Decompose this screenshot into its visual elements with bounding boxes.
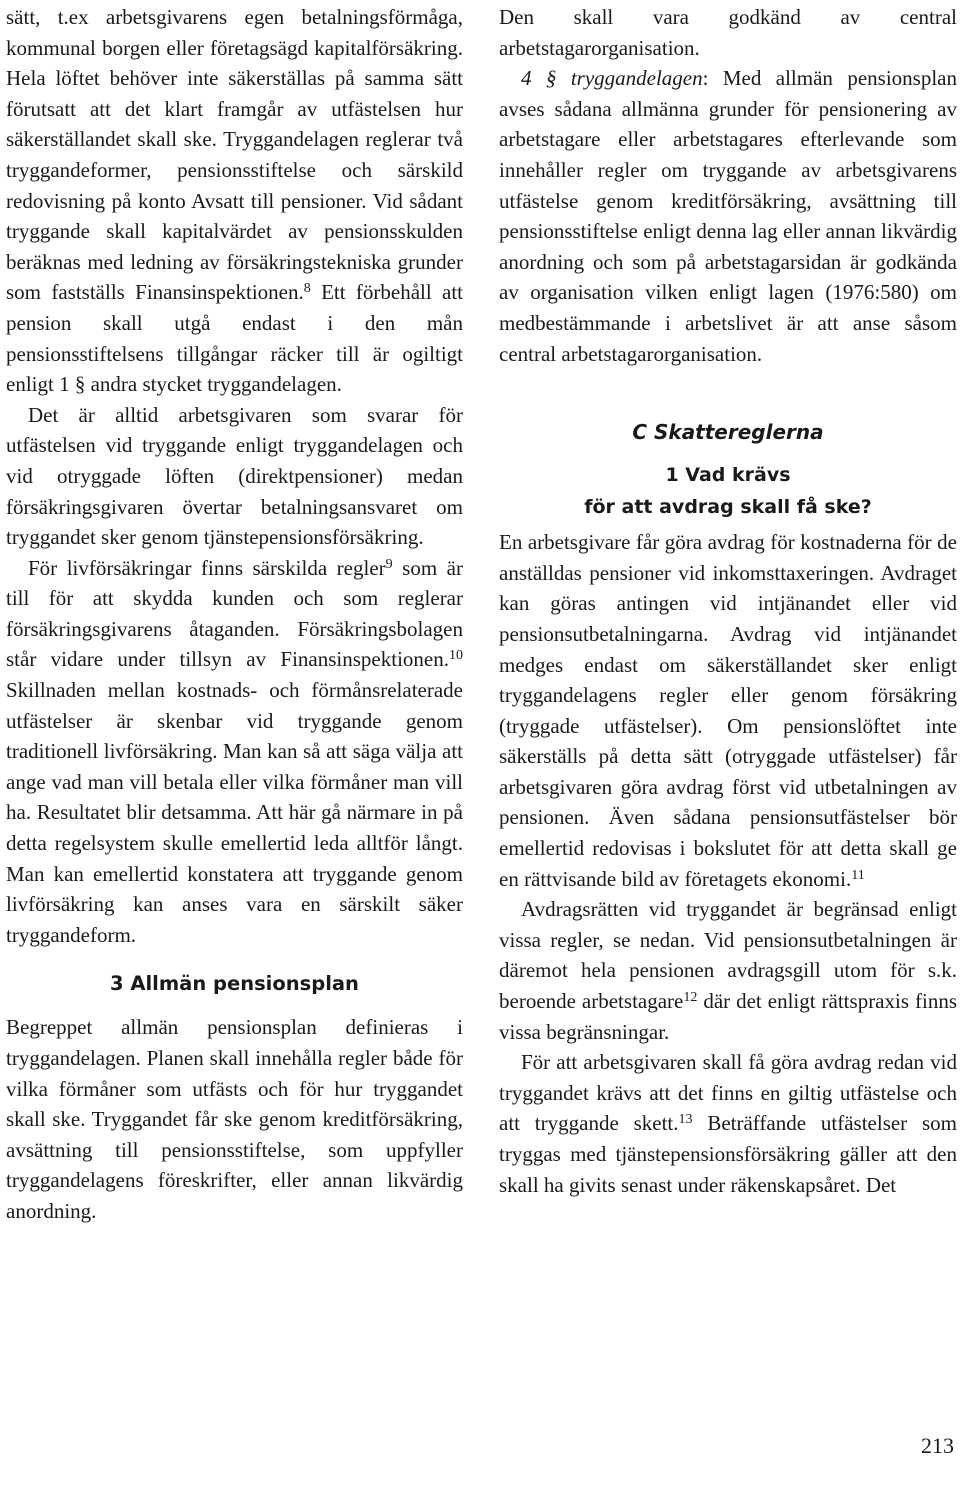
footnote-ref-9[interactable]: 9 — [385, 556, 393, 572]
footnote-ref-8[interactable]: 8 — [303, 281, 311, 297]
part-heading-skattereglerna: C Skattereglerna — [632, 420, 824, 445]
paragraph-tryggandelagen-quote: 4 § tryggandelagen: Med allmän pensionsplan avses sådana allmänna grunder för pensionering av arbetstagare eller arbetstagares efterlevande som innehåller regler om tryggande av arbetsgivarens utfästelse genom kreditförsäkring, avsättning till pensionsstiftelse enligt denna lag eller annan likvärdig anordning och som på arbetstagarsidan är godkända av organisation vilken enligt lagen (1976:580) om medbestämmande i arbetslivet är att anse såsom central arbetstagarorganisation. — [499, 66, 957, 366]
paragraph-godkand: Den skall vara godkänd av central arbetstagarorganisation. — [499, 5, 957, 60]
left-column — [6, 2, 463, 1227]
paragraph-giltig-utfastelse: För att arbetsgivaren skall få göra avdrag redan vid tryggandet krävs att det finns en giltig utfästelse och att tryggande skett.$^{13}$ Beträffande utfästelser som tryggas med tjänstepensionsförsäkring gäller att den skall ha givits senast under räkenskapsåret. Det — [499, 1050, 958, 1197]
footnote-ref-11[interactable]: 11 — [851, 867, 865, 883]
paragraph-avdrag: En arbetsgivare får göra avdrag för kostnaderna för de anställdas pensioner vid inkomsttaxeringen. Avdraget kan göras antingen vid intjänandet eller vid pensionsutbetalningarna. Avdrag vid intjänandet medges endast om säkerställandet sker enligt tryggandelagens regler eller genom försäkring (tryggade utfästelser). Om pensionslöftet inte säkerställs på detta sätt (otryggade utfästelser) får arbetsgivaren göra avdrag först vid utbetalningen av pensionen. Även sådana pensionsutfästelser bör emellertid redovisas i bokslutet för att detta skall ge en rättvisande bild av företagets ekonomi.$^{11}$ — [499, 530, 957, 891]
section-heading-allman-pensionsplan: 3 Allmän pensionsplan — [110, 972, 359, 996]
right-column — [499, 2, 957, 1200]
paragraph-allman-pensionsplan: Begreppet allmän pensionsplan definieras i tryggandelagen. Planen skall innehålla regler både för vilka förmåner som utfästs och för hur tryggandet skall ske. Tryggandet får ske genom kreditförsäkring, avsättning till pensionsstiftelse, som uppfyller tryggandelagens föreskrifter, eller annan likvärdig anordning. — [6, 1015, 463, 1223]
footnote-ref-13[interactable]: 13 — [678, 1112, 693, 1128]
footnote-ref-12[interactable]: 12 — [683, 990, 698, 1006]
page-number: 213 — [921, 1433, 954, 1458]
footnote-ref-10[interactable]: 10 — [449, 648, 463, 664]
paragraph-livforsakringar: För livförsäkringar finns särskilda regler$^9$ som är till för att skydda kunden och som reglerar försäkringsgivarens åtaganden. Försäkringsbolagen står vidare under tillsyn av Finansinspektionen.$^{10}$ Skillnaden mellan kostnads- och förmånsrelaterade utfästelser är skenbar vid tryggande genom traditionell livförsäkring. Man kan så att säga välja att ange vad man vill betala eller vilka förmåner man vill ha. Resultatet blir detsamma. Att här gå närmare in på detta regelsystem skulle emellertid leda alltför långt. Man kan emellertid konstatera att tryggande genom livförsäkring kan anses vara en särskilt säker tryggandeform. — [6, 555, 463, 947]
paragraph-arbetsgivaren-ansvar: Det är alltid arbetsgivaren som svarar för utfästelsen vid tryggande enligt tryggandelagen och vid otryggade löften (direktpensioner) medan försäkringsgivaren övertar betalningsansvaret om tryggandet sker genom tjänstepensionsförsäkring. — [6, 402, 463, 550]
paragraph-tryggande-former: sätt, t.ex arbetsgivarens egen betalningsförmåga, kommunal borgen eller företagsägd kapitalförsäkring. Hela löftet behöver inte säkerställas på samma sätt förutsatt att det klart framgår av utfästelsen hur säkerställandet skall ske. Tryggandelagen reglerar två tryggandeformer, pensionsstiftelse och särskild redovisning på konto Avsatt till pensioner. Vid sådant tryggande skall kapitalvärdet av pensionsskulden beräknas med ledning av försäkringstekniska grunder som fastställs Finansinspektionen.$^8$ Ett förbehåll att pension skall utgå endast i den mån pensionsstiftelsens tillgångar räcker till är ogiltigt enligt 1 § andra stycket tryggandelagen. — [6, 5, 463, 397]
section-heading-vad-kravs: 1 Vad krävs för att avdrag skall få ske? — [584, 464, 872, 519]
paragraph-avdragsratten: Avdragsrätten vid tryggandet är begränsad enligt vissa regler, se nedan. Vid pensionsutbetalningen är däremot hela pensionen avdragsgill utom för s.k. beroende arbetstagare$^{12}$ där det enligt rättspraxis finns vissa begränsningar. — [499, 897, 957, 1044]
